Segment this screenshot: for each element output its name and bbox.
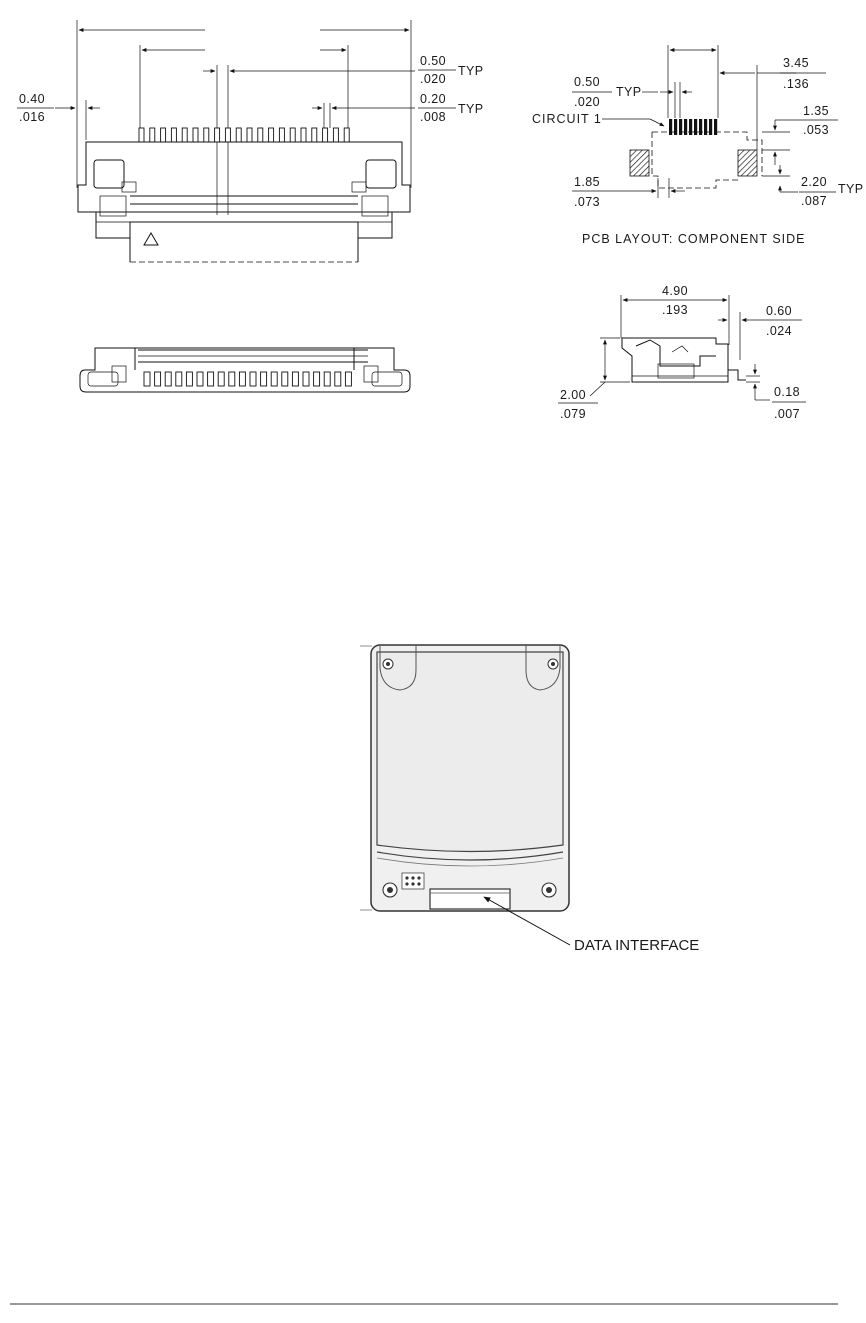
height-dim-mm: 2.00 bbox=[560, 388, 586, 402]
pin bbox=[204, 128, 209, 142]
pin bbox=[171, 128, 176, 142]
pin bbox=[139, 128, 144, 142]
connector-top-view bbox=[17, 20, 484, 262]
pcb-pitch-dim-mm: 0.50 bbox=[574, 75, 600, 89]
pin bbox=[208, 372, 214, 386]
pcb-pad bbox=[684, 119, 687, 135]
connector-side-view bbox=[558, 284, 806, 421]
mount-pad-right bbox=[738, 150, 757, 176]
pin-width-dim-mm: 0.20 bbox=[420, 92, 446, 106]
standoff-dim-mm: 0.18 bbox=[774, 385, 800, 399]
pin bbox=[247, 128, 252, 142]
pad-height-dim-mm: 1.35 bbox=[803, 104, 829, 118]
pin bbox=[182, 128, 187, 142]
pin bbox=[239, 372, 245, 386]
pad-width-dim-in: .087 bbox=[801, 194, 827, 208]
pitch-dim-suffix: TYP bbox=[458, 64, 484, 78]
pin bbox=[258, 128, 263, 142]
pin bbox=[165, 372, 171, 386]
pin-width-dim-suffix: TYP bbox=[458, 102, 484, 116]
depth-dim-mm: 4.90 bbox=[662, 284, 688, 298]
pin bbox=[176, 372, 182, 386]
pin-row-front bbox=[144, 372, 351, 386]
pin bbox=[225, 128, 230, 142]
pcb-pad bbox=[674, 119, 677, 135]
pcb-pad bbox=[689, 119, 692, 135]
pin bbox=[279, 128, 284, 142]
test-pad-grid bbox=[402, 873, 424, 889]
pin bbox=[261, 372, 267, 386]
pin bbox=[292, 372, 298, 386]
pcb-pad bbox=[714, 119, 717, 135]
circuit-label: CIRCUIT 1 bbox=[532, 112, 602, 126]
pin bbox=[161, 128, 166, 142]
pin bbox=[335, 372, 341, 386]
standoff-dim-in: .007 bbox=[774, 407, 800, 421]
pin bbox=[271, 372, 277, 386]
pcb-pad bbox=[669, 119, 672, 135]
pad-width-dim-suffix: TYP bbox=[838, 182, 864, 196]
pin bbox=[150, 128, 155, 142]
lead-dim-mm: 0.60 bbox=[766, 304, 792, 318]
pin-width-dim-in: .008 bbox=[420, 110, 446, 124]
pcb-layout-caption: PCB LAYOUT: COMPONENT SIDE bbox=[582, 232, 806, 246]
pin bbox=[269, 128, 274, 142]
side-dim-in: .016 bbox=[19, 110, 45, 124]
pcb-pad bbox=[679, 119, 682, 135]
pcb-pad bbox=[694, 119, 697, 135]
pin bbox=[345, 372, 351, 386]
height-dim-in: .079 bbox=[560, 407, 586, 421]
pin bbox=[229, 372, 235, 386]
mount-pad-left bbox=[630, 150, 649, 176]
pin bbox=[301, 128, 306, 142]
module-view bbox=[360, 645, 699, 954]
pin bbox=[344, 128, 349, 142]
span-dim-mm: 3.45 bbox=[783, 56, 809, 70]
offset-dim-in: .073 bbox=[574, 195, 600, 209]
pcb-pad bbox=[709, 119, 712, 135]
lead-dim-in: .024 bbox=[766, 324, 792, 338]
pin bbox=[144, 372, 150, 386]
connector-front-view bbox=[80, 348, 410, 392]
pin bbox=[333, 128, 338, 142]
pin-row-top bbox=[139, 128, 349, 142]
pin bbox=[324, 372, 330, 386]
warning-triangle-icon bbox=[144, 233, 158, 245]
pin bbox=[186, 372, 192, 386]
pin bbox=[215, 128, 220, 142]
pcb-pitch-dim-suffix: TYP bbox=[616, 85, 642, 99]
pin bbox=[314, 372, 320, 386]
pcb-layout-view bbox=[532, 45, 864, 246]
pin bbox=[282, 372, 288, 386]
offset-dim-mm: 1.85 bbox=[574, 175, 600, 189]
pcb-pitch-dim-in: .020 bbox=[574, 95, 600, 109]
pcb-pad bbox=[699, 119, 702, 135]
pin bbox=[193, 128, 198, 142]
pitch-dim-in: .020 bbox=[420, 72, 446, 86]
pcb-pad-array bbox=[669, 119, 717, 135]
depth-dim-in: .193 bbox=[662, 303, 688, 317]
data-interface-callout: DATA INTERFACE bbox=[574, 937, 700, 954]
pin bbox=[155, 372, 161, 386]
side-dim-mm: 0.40 bbox=[19, 92, 45, 106]
pin bbox=[250, 372, 256, 386]
pin bbox=[303, 372, 309, 386]
span-dim-in: .136 bbox=[783, 77, 809, 91]
pad-width-dim-mm: 2.20 bbox=[801, 175, 827, 189]
pitch-dim-mm: 0.50 bbox=[420, 54, 446, 68]
data-interface-connector bbox=[430, 889, 510, 909]
pin bbox=[218, 372, 224, 386]
pad-height-dim-in: .053 bbox=[803, 123, 829, 137]
pin bbox=[290, 128, 295, 142]
pin bbox=[236, 128, 241, 142]
pin bbox=[323, 128, 328, 142]
pin bbox=[197, 372, 203, 386]
pin bbox=[312, 128, 317, 142]
pcb-pad bbox=[704, 119, 707, 135]
